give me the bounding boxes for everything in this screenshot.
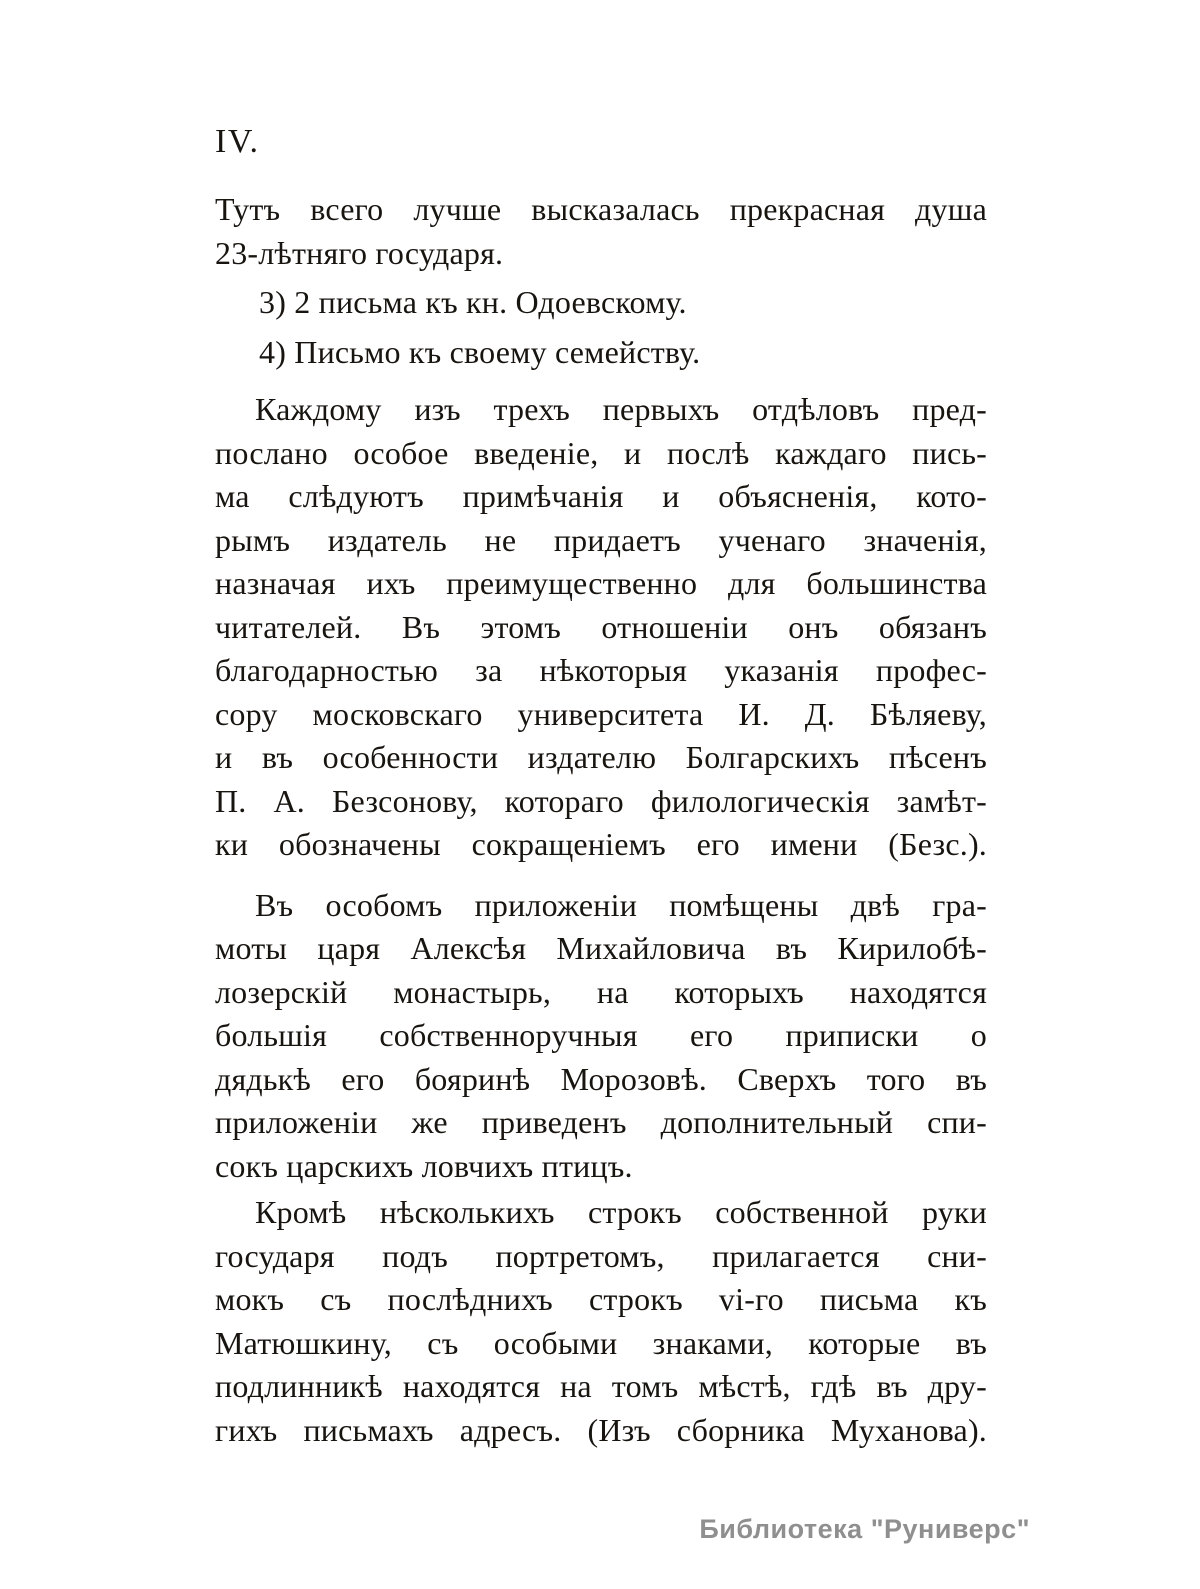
- text-line: послано особое введеніе, и послѣ каждаго пись-: [215, 434, 987, 471]
- text-line: дядькѣ его бояринѣ Морозовѣ. Сверхъ того въ: [215, 1060, 987, 1097]
- text-line: и въ особенности издателю Болгарскихъ пѣсенъ: [215, 739, 987, 775]
- text-line: 23-лѣтняго государя.: [215, 234, 504, 271]
- text-line: назначая ихъ преимущественно для большинства: [215, 565, 987, 601]
- text-line: Въ особомъ приложеніи помѣщены двѣ гра-: [255, 886, 987, 923]
- list-item-4: [215, 331, 987, 375]
- text-line: государя подъ портретомъ, прилагается сни-: [215, 1237, 987, 1274]
- text-line: ки обозначены сокращеніемъ его имени (Безс.).: [215, 826, 987, 862]
- text-line: Матюшкину, съ особыми знаками, которые въ: [215, 1324, 987, 1361]
- paragraph-appendix: [215, 884, 987, 1189]
- section-number: IV.: [215, 123, 260, 160]
- text-line: большія собственноручныя его приписки о: [215, 1017, 987, 1053]
- paragraph-facsimile: [215, 1191, 987, 1452]
- text-line: приложеніи же приведенъ дополнительный спи-: [215, 1104, 987, 1140]
- text-line: П. А. Безсонову, котораго филологическія замѣт-: [215, 782, 987, 819]
- text-line: рымъ издатель не придаетъ ученаго значенія,: [215, 521, 987, 558]
- text-line: 4) Письмо къ своему семейству.: [259, 333, 701, 370]
- text-line: Кромѣ нѣсколькихъ строкъ собственной руки: [255, 1194, 987, 1230]
- text-line: сору московскаго университета И. Д. Бѣляеву,: [215, 695, 987, 732]
- text-line: подлинникѣ находятся на томъ мѣстѣ, гдѣ въ дру-: [215, 1368, 987, 1404]
- text-line: Каждому изъ трехъ первыхъ отдѣловъ пред-: [255, 391, 987, 427]
- paragraph-introductions: [215, 388, 987, 867]
- library-watermark: Библиотека "Руниверс": [699, 1514, 1030, 1544]
- text-column: [215, 120, 987, 1452]
- text-line: Тутъ всего лучше высказалась прекрасная душа: [215, 191, 987, 227]
- text-line: ма слѣдуютъ примѣчанія и объясненія, кото-: [215, 478, 987, 514]
- text-line: благодарностью за нѣкоторыя указанія профес-: [215, 652, 987, 688]
- text-line: моты царя Алексѣя Михайловича въ Кирилобѣ-: [215, 930, 987, 966]
- text-line: лозерскій монастырь, на которыхъ находятся: [215, 973, 987, 1010]
- paragraph-continuation: [215, 188, 987, 275]
- text-line: 3) 2 письма къ кн. Одоевскому.: [259, 284, 687, 320]
- text-line: мокъ съ послѣднихъ строкъ vi-го письма къ: [215, 1281, 987, 1317]
- text-line: гихъ письмахъ адресъ. (Изъ сборника Муханова).: [215, 1411, 987, 1448]
- text-line: сокъ царскихъ ловчихъ птицъ.: [215, 1147, 633, 1184]
- text-line: читателей. Въ этомъ отношеніи онъ обязанъ: [215, 608, 987, 645]
- list-item-3: [215, 281, 987, 325]
